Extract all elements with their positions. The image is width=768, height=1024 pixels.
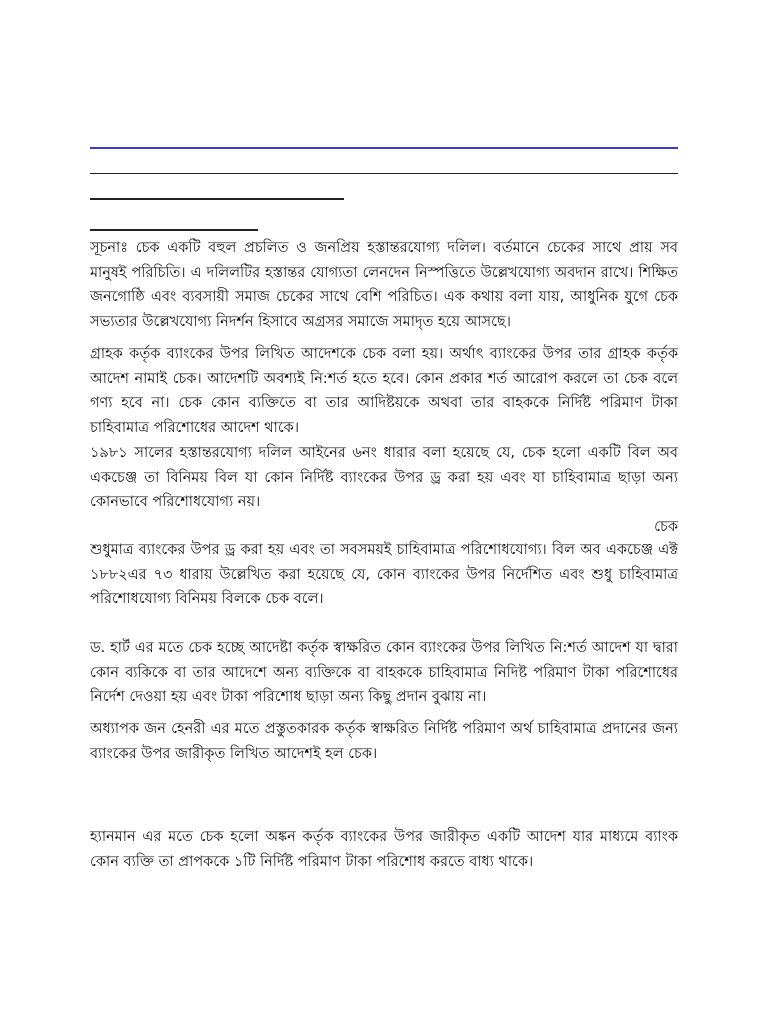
subtitle-underline — [90, 229, 258, 231]
paragraph-introduction: সূচনাঃ চেক একটি বহুল প্রচলিত ও জনপ্রিয় হস্তান্তরযোগ্য দলিল। বর্তমানে চেকের সাথে প্রায় সব মানুষই পরিচিতি। এ দলিলটির হস্তান্তর যোগ্যতা লেনদেন নিস্পত্তিতে উল্লেখযোগ্য অবদান রাখে। শিক্ষিত জনগোষ্ঠি এবং ব্যবসায়ী সমাজ চেকের সাথে বেশি পরিচিত। এক কথায় বলা যায়, আধুনিক যুগে চেক সভ্যতার উল্লেখযোগ্য নিদর্শন হিসাবে অগ্রসর সমাজে সমাদৃত হয়ে আসছে। — [90, 240, 678, 330]
title-underline — [90, 198, 344, 200]
paragraph-definition: গ্রাহক কর্তৃক ব্যাংকের উপর লিখিত আদেশকে চেক বলা হয়। অর্থাৎ ব্যাংকের উপর তার গ্রাহক কর্তৃক আদেশ নামাই চেক। আদেশটি অবশ্যই নি:শর্ত হতে হবে। কোন প্রকার শর্ত আরোপ করলে তা চেক বলে গণ্য হবে না। চেক কোন ব্যক্তিতে বা তার আদিষ্টয়কে অথবা তার বাহককে নির্দিষ্ট পরিমাণ টাকা চাহিবামাত্র পরিশোধের আদেশ থাকে। — [90, 346, 678, 436]
header-rule-blue — [90, 147, 678, 149]
header-rule — [90, 173, 678, 174]
paragraph-right-word: চেক — [654, 519, 678, 535]
paragraph-dr-hart: ড. হার্ট এর মতে চেক হচ্ছে আদেষ্টা কর্তৃক স্বাক্ষরিত কোন ব্যাংকের উপর লিখিত নি:শর্ত আদেশ যা দ্বারা কোন ব্যকিকে বা তার আদেশে অন্য ব্যক্তিকে বা বাহককে চাহিবামাত্র নিদিষ্ট পরিমাণ টাকা পরিশোধের নির্দেশ দেওয়া হয় এবং টাকা পরিশোধ ছাড়া অন্য কিছু প্রদান বুঝায় না। — [90, 640, 678, 705]
paragraph-hanman: হ্যানমান এর মতে চেক হলো অঙ্কন কর্তৃক ব্যাংকের উপর জারীকৃত একটি আদেশ যার মাধ্যমে ব্যাংক কোন ব্যক্তি তা প্রাপককে ১টি নির্দিষ্ট পরিমাণ টাকা পরিশোধ করতে বাধ্য থাকে। — [90, 829, 678, 870]
paragraph-bill-of-exchange: শুধুমাত্র ব্যাংকের উপর ড্র করা হয় এবং তা সবসময়ই চাহিবামাত্র পরিশোধযোগ্য। বিল অব একচেঞ্জ এক্ট ১৮৮২এর ৭৩ ধারায় উল্লেখিত করা হয়েছে যে, কোন ব্যাংকের উপর নির্দেশিত এবং শুধু চাহিবামাত্র পরিশোধযোগ্য বিনিময় বিলকে চেক বলে। — [90, 542, 678, 607]
paragraph-john-henry: অধ্যাপক জন হেনরী এর মতে প্রস্তুতকারক কর্তৃক স্বাক্ষরিত নির্দিষ্ট পরিমাণ অর্থ চাহিবামাত্র প্রদানের জন্য ব্যাংকের উপর জারীকৃত লিখিত আদেশই হল চেক। — [90, 721, 678, 762]
paragraph-law-1981: ১৯৮১ সালের হস্তান্তরযোগ্য দলিল আইনের ৬নং ধারার বলা হয়েছে যে, চেক হলো একটি বিল অব একচেঞ্জ তা বিনিময় বিল যা কোন নির্দিষ্ট ব্যাংকের উপর ড্র করা হয় এবং যা চাহিবামাত্র ছাড়া অন্য কোনভাবে পরিশোধযোগ্য নয়। — [90, 445, 678, 510]
